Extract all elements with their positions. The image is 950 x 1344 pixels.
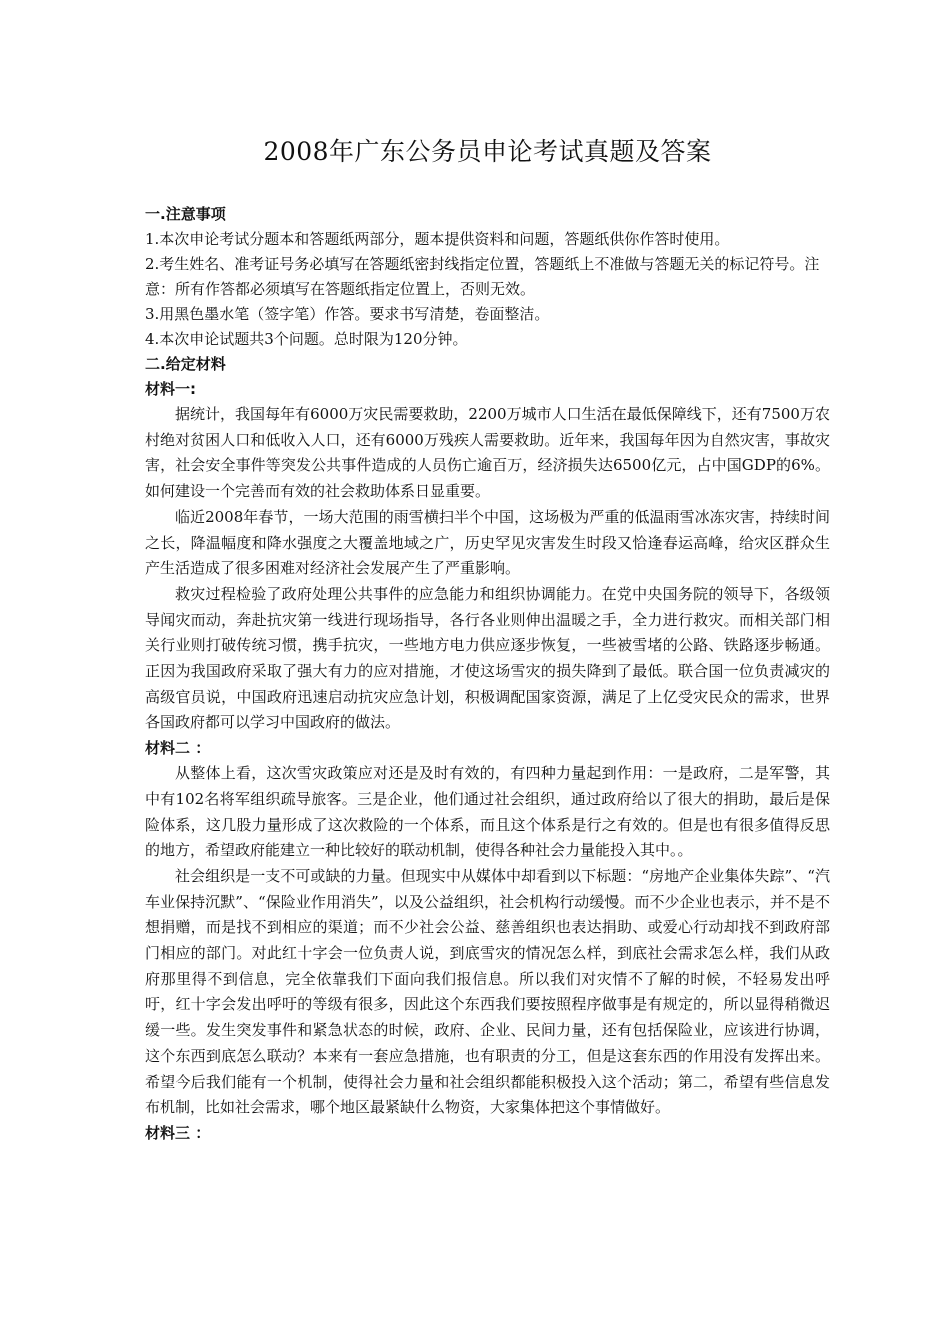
material-1-paragraph-3: 救灾过程检验了政府处理公共事件的应急能力和组织协调能力。在党中央国务院的领导下，各级领导闻灾而动，奔赴抗灾第一线进行现场指导，各行各业则伸出温暖之手，全力进行救灾。而相关部门相关行业则打破传统习惯，携手抗灾，一些地方电力供应逐步恢复，一些被雪堵的公路、铁路逐步畅通。正因为我国政府采取了强大有力的应对措施，才使这场雪灾的损失降到了最低。联合国一位负责减灾的高级官员说，中国政府迅速启动抗灾应急计划，积极调配国家资源，满足了上亿受灾民众的需求，世界各国政府都可以学习中国政府的做法。 (145, 584, 830, 732)
document-title: 2008年广东公务员申论考试真题及答案 (263, 137, 712, 166)
section-notes-heading: 一.注意事项 (145, 205, 226, 223)
material-3-label: 材料三 ： (145, 1123, 211, 1142)
material-2-paragraph-1: 从整体上看，这次雪灾政策应对还是及时有效的，有四种力量起到作用：一是政府，二是军警，其中有102名将军组织疏导旅客。三是企业，他们通过社会组织，通过政府给以了很大的捐助，最后是保险体系，这几股力量形成了这次救险的一个体系，而且这个体系是行之有效的。但是也有很多值得反思的地方，希望政府能建立一种比较好的联动机制，使得各种社会力量能投入其中。。 (145, 764, 830, 860)
notes-item-2: 2.考生姓名、准考证号务必填写在答题纸密封线指定位置，答题纸上不准做与答题无关的标记符号。注意：所有作答都必须填写在答题纸指定位置上，否则无效。 (145, 255, 820, 298)
section-materials-heading: 二.给定材料 (145, 355, 226, 373)
material-2-paragraph-2: 社会组织是一支不可或缺的力量。但现实中从媒体中却看到以下标题：“房地产企业集体失踪”、“汽车业保持沉默”、“保险业作用消失”，以及公益组织，社会机构行动缓慢。而不少企业也表示，并不是不想捐赠，而是找不到相应的渠道；而不少社会公益、慈善组织也表达捐助、或爱心行动却找不到政府部门相应的部门。对此红十字会一位负责人说，到底雪灾的情况怎么样，到底社会需求怎么样，我们从政府那里得不到信息，完全依靠我们下面向我们报信息。所以我们对灾情不了解的时候，不轻易发出呼吁，红十字会发出呼吁的等级有很多，因此这个东西我们要按照程序做事是有规定的，所以显得稍微迟缓一些。发生突发事件和紧急状态的时候，政府、企业、民间力量，还有包括保险业，应该进行协调，这个东西到底怎么联动？本来有一套应急措施，也有职责的分工，但是这套东西的作用没有发挥出来。希望今后我们能有一个机制，使得社会力量和社会组织都能积极投入这个活动；第二，希望有些信息发布机制，比如社会需求，哪个地区最紧缺什么物资，大家集体把这个事情做好。 (145, 866, 830, 1117)
notes-item-1: 1.本次申论考试分题本和答题纸两部分，题本提供资料和问题，答题纸供你作答时使用。 (145, 230, 730, 248)
notes-item-4: 4.本次申论试题共3个问题。总时限为120分钟。 (145, 330, 468, 348)
material-2-label: 材料二 ： (145, 739, 211, 758)
material-1-label: 材料一: (145, 380, 196, 398)
material-1-paragraph-1: 据统计，我国每年有6000万灾民需要救助，2200万城市人口生活在最低保障线下，还有7500万农村绝对贫困人口和低收入人口，还有6000万残疾人需要救助。近年来，我国每年因为自然灾害，事故灾害，社会安全事件等突发公共事件造成的人员伤亡逾百万，经济损失达6500亿元，占中国GDP的6%。如何建设一个完善而有效的社会救助体系日显重要。 (145, 405, 830, 501)
notes-item-3: 3.用黑色墨水笔（签字笔）作答。要求书写清楚，卷面整洁。 (145, 305, 550, 323)
material-1-paragraph-2: 临近2008年春节，一场大范围的雨雪横扫半个中国，这场极为严重的低温雨雪冰冻灾害，持续时间之长，降温幅度和降水强度之大覆盖地域之广，历史罕见灾害发生时段又恰逢春运高峰，给灾区群众生产生活造成了很多困难对经济社会发展产生了严重影响。 (145, 507, 830, 578)
